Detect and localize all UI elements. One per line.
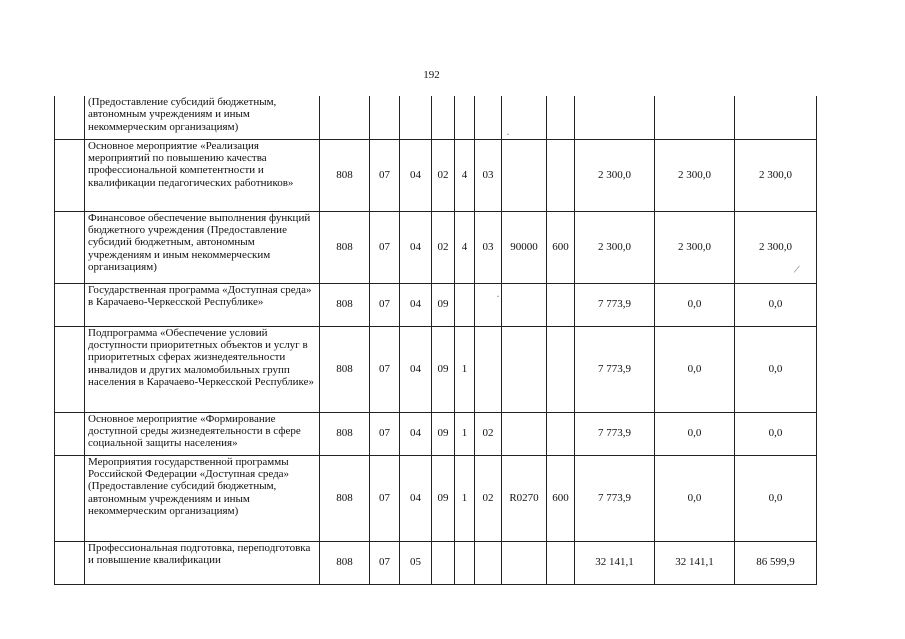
scan-mark: · xyxy=(496,289,500,303)
cell-expense-type xyxy=(547,96,575,139)
cell-amount-3: 2 300,0 xyxy=(735,139,817,211)
cell-amount-1 xyxy=(575,96,655,139)
cell-section: 07 xyxy=(370,139,400,211)
table-row xyxy=(55,326,817,412)
row-marker-cell xyxy=(55,541,85,584)
table-row xyxy=(55,455,817,541)
cell-subsection: 04 xyxy=(400,211,432,283)
cell-section: 07 xyxy=(370,412,400,455)
cell-amount-3 xyxy=(735,96,817,139)
cell-event xyxy=(475,541,502,584)
cell-amount-1: 7 773,9 xyxy=(575,455,655,541)
cell-subsection: 04 xyxy=(400,283,432,326)
cell-amount-2: 0,0 xyxy=(655,326,735,412)
cell-subprogram: 4 xyxy=(455,139,475,211)
cell-name: Подпрограмма «Обеспечение условий доступности приоритетных объектов и услуг в приоритетных сферах жизнедеятельности инвалидов и других маломобильных групп населения в Карачаево-Черкесской Республике» xyxy=(85,326,320,412)
cell-amount-2: 32 141,1 xyxy=(655,541,735,584)
cell-subprogram: 4 xyxy=(455,211,475,283)
row-marker-cell xyxy=(55,96,85,139)
table-row xyxy=(55,211,817,283)
row-marker-cell xyxy=(55,455,85,541)
cell-event: 03 xyxy=(475,139,502,211)
cell-name: Государственная программа «Доступная среда» в Карачаево-Черкесской Республике» xyxy=(85,283,320,326)
cell-amount-1: 32 141,1 xyxy=(575,541,655,584)
cell-ministry: 808 xyxy=(320,541,370,584)
cell-subprogram: 1 xyxy=(455,412,475,455)
cell-program xyxy=(432,96,455,139)
cell-section: 07 xyxy=(370,455,400,541)
cell-section: 07 xyxy=(370,541,400,584)
cell-program: 02 xyxy=(432,139,455,211)
cell-event xyxy=(475,326,502,412)
cell-ministry: 808 xyxy=(320,412,370,455)
cell-direction xyxy=(502,412,547,455)
cell-program: 02 xyxy=(432,211,455,283)
row-marker-cell xyxy=(55,283,85,326)
cell-amount-2: 0,0 xyxy=(655,283,735,326)
cell-subsection: 04 xyxy=(400,412,432,455)
cell-direction xyxy=(502,541,547,584)
table-row xyxy=(55,139,817,211)
cell-subprogram xyxy=(455,541,475,584)
cell-amount-1: 2 300,0 xyxy=(575,211,655,283)
cell-program xyxy=(432,541,455,584)
cell-expense-type xyxy=(547,139,575,211)
cell-name: (Предоставление субсидий бюджетным, автономным учреждениям и иным некоммерческим организациям) xyxy=(85,96,320,139)
cell-amount-3: 0,0 xyxy=(735,455,817,541)
cell-expense-type: 600 xyxy=(547,455,575,541)
cell-program: 09 xyxy=(432,283,455,326)
cell-expense-type xyxy=(547,283,575,326)
cell-direction: R0270 xyxy=(502,455,547,541)
cell-subsection xyxy=(400,96,432,139)
cell-ministry: 808 xyxy=(320,455,370,541)
cell-direction xyxy=(502,139,547,211)
scan-mark: · xyxy=(506,127,510,141)
cell-section: 07 xyxy=(370,326,400,412)
cell-ministry: 808 xyxy=(320,283,370,326)
cell-amount-2: 0,0 xyxy=(655,412,735,455)
cell-name: Основное мероприятие «Формирование доступной среды жизнедеятельности в сфере социальной защиты населения» xyxy=(85,412,320,455)
cell-ministry: 808 xyxy=(320,211,370,283)
cell-ministry xyxy=(320,96,370,139)
cell-amount-3: 86 599,9 xyxy=(735,541,817,584)
cell-program: 09 xyxy=(432,412,455,455)
cell-amount-1: 2 300,0 xyxy=(575,139,655,211)
cell-direction xyxy=(502,326,547,412)
cell-program: 09 xyxy=(432,326,455,412)
row-marker-cell xyxy=(55,412,85,455)
cell-expense-type xyxy=(547,541,575,584)
cell-amount-2 xyxy=(655,96,735,139)
cell-expense-type: 600 xyxy=(547,211,575,283)
cell-subsection: 04 xyxy=(400,139,432,211)
cell-amount-2: 2 300,0 xyxy=(655,211,735,283)
cell-ministry: 808 xyxy=(320,326,370,412)
cell-amount-3: 0,0 xyxy=(735,283,817,326)
cell-direction xyxy=(502,283,547,326)
cell-ministry: 808 xyxy=(320,139,370,211)
cell-amount-2: 2 300,0 xyxy=(655,139,735,211)
scan-mark: / xyxy=(792,261,801,277)
cell-section: 07 xyxy=(370,211,400,283)
row-marker-cell xyxy=(55,326,85,412)
cell-program: 09 xyxy=(432,455,455,541)
budget-table xyxy=(54,96,817,585)
cell-subsection: 04 xyxy=(400,326,432,412)
cell-name: Основное мероприятие «Реализация мероприятий по повышению качества профессиональной компетентности и квалификации педагогических работников» xyxy=(85,139,320,211)
cell-event: 03 xyxy=(475,211,502,283)
table-row xyxy=(55,96,817,139)
cell-subprogram xyxy=(455,96,475,139)
cell-amount-3: 0,0 xyxy=(735,326,817,412)
cell-event xyxy=(475,96,502,139)
cell-amount-2: 0,0 xyxy=(655,455,735,541)
row-marker-cell xyxy=(55,139,85,211)
row-marker-cell xyxy=(55,211,85,283)
cell-subsection: 05 xyxy=(400,541,432,584)
cell-amount-3: 2 300,0 xyxy=(735,211,817,283)
cell-direction: 90000 xyxy=(502,211,547,283)
cell-amount-1: 7 773,9 xyxy=(575,412,655,455)
table-row xyxy=(55,541,817,584)
cell-amount-3: 0,0 xyxy=(735,412,817,455)
cell-name: Профессиональная подготовка, переподготовка и повышение квалификации xyxy=(85,541,320,584)
cell-name: Финансовое обеспечение выполнения функций бюджетного учреждения (Предоставление субсидий бюджетным, автономным учреждениям и иным некоммерческим организациям) xyxy=(85,211,320,283)
cell-amount-1: 7 773,9 xyxy=(575,283,655,326)
cell-subprogram: 1 xyxy=(455,455,475,541)
cell-subprogram xyxy=(455,283,475,326)
cell-amount-1: 7 773,9 xyxy=(575,326,655,412)
cell-section xyxy=(370,96,400,139)
cell-event: 02 xyxy=(475,455,502,541)
cell-expense-type xyxy=(547,326,575,412)
cell-section: 07 xyxy=(370,283,400,326)
table-row xyxy=(55,412,817,455)
cell-name: Мероприятия государственной программы Российской Федерации «Доступная среда» (Предоставление субсидий бюджетным, автономным учреждениям и иным некоммерческим организациям) xyxy=(85,455,320,541)
cell-expense-type xyxy=(547,412,575,455)
cell-subsection: 04 xyxy=(400,455,432,541)
page-number: 192 xyxy=(423,69,440,81)
table-row xyxy=(55,283,817,326)
cell-event: 02 xyxy=(475,412,502,455)
cell-subprogram: 1 xyxy=(455,326,475,412)
